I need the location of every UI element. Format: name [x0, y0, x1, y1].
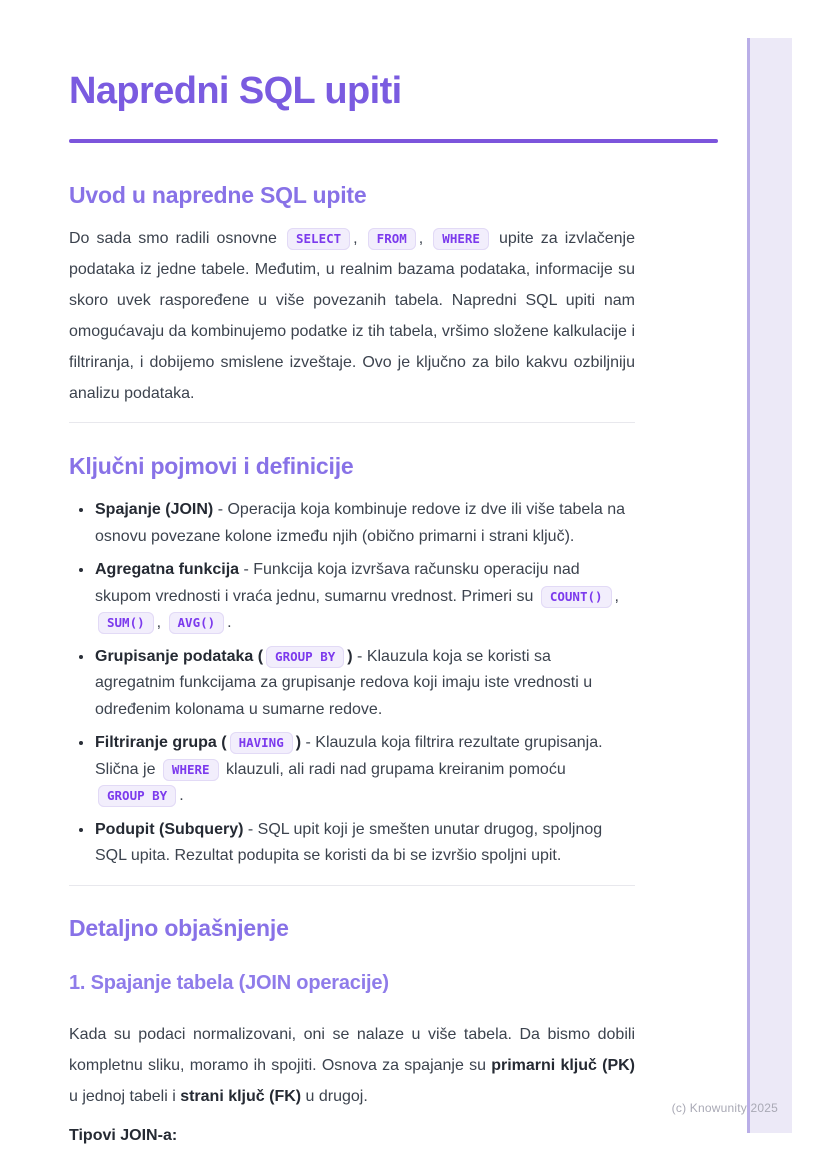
text-run: - Funkcija koja izvršava računsku operaciju nad skupom vrednosti i vraća jednu, sumarnu vrednost. Primeri su	[95, 561, 580, 605]
bold-term: strani ključ (FK)	[180, 1087, 302, 1105]
list-item-join	[94, 496, 635, 550]
page-title: Napredni SQL upiti	[69, 70, 402, 112]
text-run: - Operacija koja kombinuje redove iz dve ili više tabela na osnovu povezane kolone između njih (obično primarni i strani ključ).	[95, 501, 626, 545]
inline-code-chip: WHERE	[433, 228, 489, 250]
inline-code-chip: GROUP BY	[98, 785, 176, 807]
text-run: .	[227, 614, 232, 631]
bold-term: Agregatna funkcija	[95, 561, 240, 578]
document-content	[69, 0, 635, 1148]
text-run: - SQL upit koji je smešten unutar drugog, spoljnog SQL upita. Rezultat podupita se koristi da bi se izvršio spoljni upit.	[95, 820, 603, 864]
intro-paragraph	[69, 223, 635, 409]
details-paragraph	[69, 1019, 635, 1112]
text-run: - Klauzula koja filtrira rezultate grupisanja. Slična je	[95, 734, 603, 778]
subsection-heading-join-operations: 1. Spajanje tabela (JOIN operacije)	[69, 971, 389, 994]
text-run: klauzuli, ali radi nad grupama kreiranim pomoću	[221, 760, 566, 778]
text-run: Do sada smo radili osnovne	[69, 230, 284, 247]
terms-definition-list	[69, 496, 635, 870]
list-item-aggregate	[94, 556, 635, 637]
text-run: .	[179, 787, 184, 804]
bold-term: Podupit (Subquery)	[95, 820, 244, 838]
bold-term: )	[347, 647, 353, 665]
text-run: ,	[156, 614, 166, 631]
inline-code-chip: HAVING	[230, 732, 293, 754]
title-underline-rule	[69, 139, 718, 143]
list-item-subquery	[94, 816, 635, 870]
inline-code-chip: AVG()	[169, 612, 225, 634]
list-item-group-by	[94, 643, 635, 724]
text-run: u jednoj tabeli i	[69, 1087, 181, 1105]
text-run: upite za izvlačenje podataka iz jedne tabele. Međutim, u realnim bazama podataka, informacije su skoro uvek raspoređene u više povezanih tabela. Napredni SQL upiti nam omogućavaju da kombinujemo podatke iz tih tabela, vršimo složene kalkulacije i filtriranja, i dobijemo smislene izveštaje. Ovo je ključno za bilo kakvu ozbiljniju analizu podataka.	[69, 230, 635, 402]
bold-term: )	[295, 734, 302, 751]
text-run: ,	[614, 587, 619, 605]
join-types-label: Tipovi JOIN-a:	[69, 1126, 178, 1144]
section-heading-terms: Ključni pojmovi i definicije	[69, 453, 354, 479]
bold-term: Spajanje (JOIN)	[95, 501, 214, 518]
bold-term: primarni ključ (PK)	[491, 1056, 636, 1074]
page-edge-decoration-bar	[747, 38, 792, 1133]
inline-code-chip: FROM	[368, 228, 416, 250]
inline-code-chip: SUM()	[98, 612, 154, 634]
bold-term: Filtriranje grupa (	[95, 734, 227, 751]
inline-code-chip: SELECT	[287, 228, 350, 250]
section-divider	[69, 885, 635, 886]
text-run: ,	[418, 230, 431, 247]
text-run: u drugoj.	[301, 1087, 368, 1105]
section-divider	[69, 422, 635, 423]
inline-code-chip: COUNT()	[541, 586, 612, 608]
inline-code-chip: WHERE	[163, 759, 219, 781]
list-item-having	[94, 729, 635, 810]
footer-copyright: (c) Knowunity 2025	[671, 1101, 778, 1115]
text-run: Kada su podaci normalizovani, oni se nalaze u više tabela. Da bismo dobili kompletnu sliku, moramo ih spojiti. Osnova za spajanje su	[69, 1025, 635, 1074]
section-heading-details: Detaljno objašnjenje	[69, 914, 289, 941]
inline-code-chip: GROUP BY	[266, 646, 344, 668]
text-run: - Klauzula koja se koristi sa agregatnim funkcijama za grupisanje redova koji imaju iste vrednosti u određenim kolonama u sumarne redove.	[95, 647, 593, 718]
section-heading-intro: Uvod u napredne SQL upite	[69, 182, 367, 208]
bold-term: Grupisanje podataka (	[95, 647, 264, 665]
text-run: ,	[353, 230, 365, 247]
